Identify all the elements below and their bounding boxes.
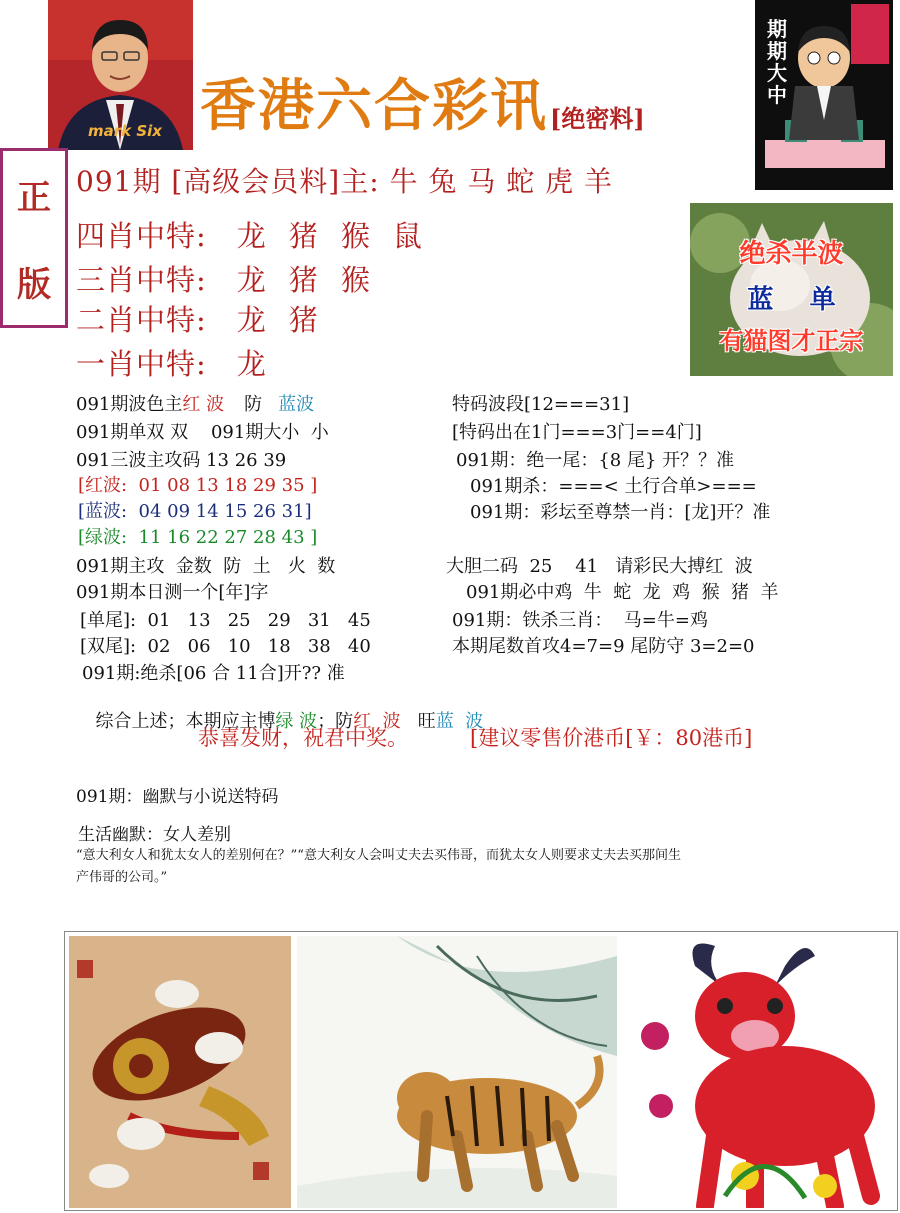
summary-blue: 蓝 波 xyxy=(435,711,484,732)
daily-test-line: 091期本日测一个[年]字 xyxy=(76,582,269,603)
mark-six-logo: mark Six xyxy=(88,122,162,140)
portrait-photo xyxy=(48,0,193,150)
three-zodiac-label: 三肖中特: xyxy=(76,263,207,297)
three-wave-line: 091三波主攻码 13 26 39 xyxy=(76,450,287,471)
rats-painting-icon xyxy=(69,936,291,1208)
odd-even-line: 091期单双 双 091期大小 小 xyxy=(76,422,329,443)
stamp-char: 正 xyxy=(17,178,51,218)
four-zodiac-row xyxy=(76,214,423,255)
one-zodiac-row xyxy=(76,342,267,383)
stamp-char: 版 xyxy=(17,265,51,305)
forbid-line: 091期：彩坛至尊禁一肖：[龙]开？准 xyxy=(470,502,771,523)
one-tail-line: 091期：绝一尾：{8 尾} 开？？准 xyxy=(456,450,735,471)
red-wave-line: [红波: 01 08 13 18 29 35 ] xyxy=(78,475,318,496)
genuine-edition-stamp xyxy=(0,148,68,328)
summary-prefix: 综合上述；本期应主博 xyxy=(95,711,276,732)
three-zodiac-row xyxy=(76,258,371,299)
wave-color-line xyxy=(76,390,314,416)
wave-main: 红 波 xyxy=(182,394,225,415)
page-title-block xyxy=(200,62,760,142)
green-wave-line: [绿波: 11 16 22 27 28 43 ] xyxy=(78,527,318,548)
wave-guard-label: 防 xyxy=(244,394,263,415)
wave-prefix: 091期波色主 xyxy=(76,394,183,415)
cat-line-3: 有猫图才正宗 xyxy=(719,326,864,355)
summary-green: 绿 波 xyxy=(275,711,318,732)
zodiac-item: 鼠 xyxy=(392,219,423,253)
two-zodiac-label: 二肖中特: xyxy=(76,303,207,337)
humor-title: 生活幽默：女人差别 xyxy=(78,825,231,845)
cartoon-char: 大 xyxy=(767,61,787,85)
cat-line-2: 蓝 单 xyxy=(747,285,836,315)
kill-line: 091期杀：===< 土行合单>=== xyxy=(470,476,757,497)
zodiac-images-frame xyxy=(64,931,898,1211)
zodiac-item: 龙 xyxy=(236,303,267,337)
summary-mid2: 旺 xyxy=(400,711,436,732)
zodiac-item: 龙 xyxy=(236,263,267,297)
page-title: 香港六合彩讯 xyxy=(200,74,548,139)
congrats-text: 恭喜发财，祝君中奖。 xyxy=(198,726,408,750)
one-zodiac-label: 一肖中特: xyxy=(76,347,207,381)
special-door-line: [特码出在1门===3门==4门] xyxy=(452,422,702,443)
price-text: [建议零售价港币[￥：80港币] xyxy=(470,726,753,750)
cat-kill-box xyxy=(690,203,893,376)
zodiac-item: 猴 xyxy=(340,263,371,297)
page-subtitle: [绝密料] xyxy=(550,104,645,133)
single-tail-line: [单尾]: 01 13 25 29 31 45 xyxy=(80,610,371,631)
humor-body-line-1: “意大利女人和犹太女人的差别何在？”“意大利女人会叫丈夫去买伟哥，而犹太女人则要求丈夫去买那间生 xyxy=(76,848,681,863)
cartoon-caption xyxy=(767,18,787,106)
members-line: 091期 [高级会员料]主: 牛 兔 马 蛇 虎 羊 xyxy=(76,165,614,198)
ox-papercut-icon xyxy=(625,936,893,1208)
bold-two-line: 大胆二码 25 41 请彩民大搏红 波 xyxy=(446,556,753,577)
iron-kill-line: 091期：铁杀三肖： 马=牛=鸡 xyxy=(452,610,708,631)
zodiac-item: 猪 xyxy=(288,303,319,337)
zodiac-item: 龙 xyxy=(236,219,267,253)
must-hit-line: 091期必中鸡 牛 蛇 龙 鸡 猴 猪 羊 xyxy=(466,582,779,603)
zodiac-item: 猪 xyxy=(288,263,319,297)
double-tail-line: [双尾]: 02 06 10 18 38 40 xyxy=(80,636,371,657)
zodiac-item: 龙 xyxy=(236,347,267,381)
summary-red: 红 波 xyxy=(353,711,401,732)
blue-wave-line: [蓝波: 04 09 14 15 26 31] xyxy=(78,501,312,522)
tail-attack-line: 本期尾数首攻4=7=9 尾防守 3=2=0 xyxy=(452,636,755,657)
humor-issue-line: 091期：幽默与小说送特码 xyxy=(76,787,279,807)
cartoon-char: 期 xyxy=(767,39,787,63)
wave-guard: 蓝波 xyxy=(278,394,315,415)
zodiac-item: 猪 xyxy=(288,219,319,253)
two-zodiac-row xyxy=(76,298,319,339)
four-zodiac-label: 四肖中特: xyxy=(76,219,207,253)
zodiac-item: 猴 xyxy=(340,219,371,253)
kill-combo-line: 091期:绝杀[06 合 11合]开?? 准 xyxy=(82,663,345,684)
cartoon-mascot-image xyxy=(755,0,893,190)
summary-mid: ；防 xyxy=(317,711,354,732)
cartoon-char: 期 xyxy=(767,17,787,41)
main-attack-line: 091期主攻 金数 防 土 火 数 xyxy=(76,556,336,577)
cartoon-char: 中 xyxy=(767,83,787,107)
cat-line-1: 绝杀半波 xyxy=(739,239,844,269)
tiger-painting-icon xyxy=(297,936,617,1208)
special-range-line: 特码波段[12===31] xyxy=(452,394,630,415)
humor-body-line-2: 产伟哥的公司。” xyxy=(76,870,168,885)
